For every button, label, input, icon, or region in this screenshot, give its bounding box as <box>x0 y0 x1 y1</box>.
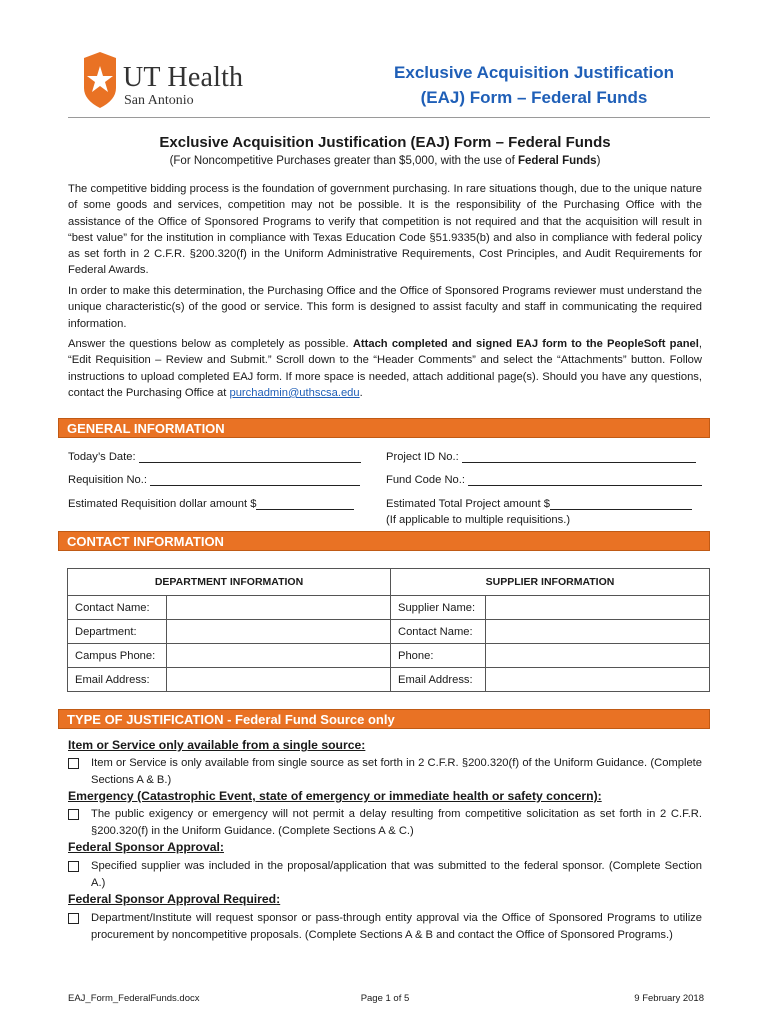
project-id-label: Project ID No.: <box>386 451 459 463</box>
single-source-heading: Item or Service only available from a single source: <box>68 738 366 752</box>
dept-department-label: Department: <box>68 620 167 644</box>
contact-table-header <box>68 569 710 596</box>
est-requisition-amount-field[interactable] <box>68 497 354 510</box>
approval-required-title: Federal Sponsor Approval Required <box>68 892 277 906</box>
emergency-heading: Emergency (Catastrophic Event, state of emergency or immediate health or safety concern): <box>68 789 602 803</box>
federal-sponsor-approval-heading <box>68 840 224 854</box>
ut-health-star-logo-icon <box>82 52 118 108</box>
supplier-phone-label: Phone: <box>391 644 486 668</box>
supplier-email-label: Email Address: <box>391 668 486 692</box>
purchasing-email-link[interactable]: purchadmin@uthscsa.edu <box>229 386 360 399</box>
subtitle-end: ) <box>596 155 601 167</box>
fund-code-label: Fund Code No.: <box>386 474 465 486</box>
table-row <box>68 596 710 620</box>
approval-required-colon: : <box>276 892 281 906</box>
est-project-amount-line[interactable] <box>550 497 692 510</box>
dept-contact-name-input[interactable] <box>166 596 390 620</box>
dept-email-label: Email Address: <box>68 668 167 692</box>
para3-bold: Attach completed and signed EAJ form to the PeopleSoft panel <box>352 338 699 350</box>
header-title-line2: (EAJ) Form – Federal Funds <box>420 88 648 107</box>
para3-text: Answer the questions below as completely as possible. <box>68 338 353 350</box>
supplier-contact-name-input[interactable] <box>486 620 710 644</box>
contact-table <box>67 568 710 692</box>
est-requisition-amount-label: Estimated Requisition dollar amount $ <box>68 498 257 510</box>
single-source-text: Item or Service is only available from single source as set forth in 2 C.F.R. §200.320(f) of the Uniform Guidance. (Complete Sections A & B.) <box>91 757 702 786</box>
fund-code-line[interactable] <box>468 473 702 486</box>
table-row <box>68 668 710 692</box>
logo-subtext: San Antonio <box>124 93 194 108</box>
supplier-name-label: Supplier Name: <box>391 596 486 620</box>
footer-page-number: Page 1 of 5 <box>360 993 410 1004</box>
dept-campus-phone-label: Campus Phone: <box>68 644 167 668</box>
emergency-checkbox[interactable] <box>68 809 79 820</box>
federal-sponsor-approval-checkbox[interactable] <box>68 861 79 872</box>
para3-end: . <box>359 386 363 399</box>
para3-rest: , “Edit Requisition – Review and Submit.” Scroll down to the “Header Comments” and select the “Attachments” button. Follow instructions to upload completed EAJ form. If more space is needed, attach additional page(s). Should you have any questions, contact the Purchasing Office at <box>68 338 702 399</box>
supplier-phone-input[interactable] <box>486 644 710 668</box>
contact-information-heading: CONTACT INFORMATION <box>58 531 710 551</box>
requisition-no-line[interactable] <box>150 473 360 486</box>
supplier-contact-name-label: Contact Name: <box>391 620 486 644</box>
single-source-checkbox[interactable] <box>68 758 79 769</box>
header-title-line1: Exclusive Acquisition Justification <box>394 63 674 82</box>
est-project-note: (If applicable to multiple requisitions.) <box>386 514 571 526</box>
fund-code-field[interactable] <box>386 473 702 486</box>
subtitle-text: (For Noncompetitive Purchases greater than $5,000, with the use of <box>169 155 518 167</box>
header-divider <box>68 117 710 118</box>
intro-paragraph-3 <box>68 336 702 401</box>
table-row <box>68 644 710 668</box>
footer-filename: EAJ_Form_FederalFunds.docx <box>68 993 200 1004</box>
intro-paragraph-1: The competitive bidding process is the foundation of government purchasing. In rare situations though, due to the unique nature of some goods and services, competition may not be possible. It is the responsibility of the Purchasing Office with the assistance of the Office of Sponsored Programs to verify that competition is not required and that the acquisition will result in “best value” for the institution in compliance with Texas Education Code §51.9335(b) and also in compliance with federal policy as set forth in 2 C.F.R. §200.320(f) in the Uniform Administrative Requirements, Cost Principles, and Audit Requirements for Federal Awards. <box>68 183 702 277</box>
dept-email-input[interactable] <box>166 668 390 692</box>
logo-wordmark: UT Health <box>123 62 244 93</box>
project-id-field[interactable] <box>386 450 696 463</box>
page-title: Exclusive Acquisition Justification (EAJ) Form – Federal Funds <box>159 134 611 151</box>
header-title <box>384 60 684 110</box>
requisition-no-label: Requisition No.: <box>68 474 147 486</box>
todays-date-line[interactable] <box>139 450 361 463</box>
est-project-amount-label: Estimated Total Project amount $ <box>386 498 550 510</box>
footer-date: 9 February 2018 <box>634 993 704 1004</box>
federal-sponsor-approval-colon: : <box>219 840 224 854</box>
federal-sponsor-approval-required-checkbox[interactable] <box>68 913 79 924</box>
todays-date-label: Today’s Date: <box>68 451 136 463</box>
general-information-heading: GENERAL INFORMATION <box>58 418 710 438</box>
supplier-email-input[interactable] <box>486 668 710 692</box>
dept-info-header: DEPARTMENT INFORMATION <box>68 569 391 596</box>
est-requisition-amount-line[interactable] <box>256 497 354 510</box>
supplier-name-input[interactable] <box>486 596 710 620</box>
federal-sponsor-approval-title: Federal Sponsor Approval <box>68 840 220 854</box>
supplier-info-header: SUPPLIER INFORMATION <box>391 569 710 596</box>
requisition-no-field[interactable] <box>68 473 360 486</box>
dept-department-input[interactable] <box>166 620 390 644</box>
dept-contact-name-label: Contact Name: <box>68 596 167 620</box>
todays-date-field[interactable] <box>68 450 361 463</box>
table-row <box>68 620 710 644</box>
federal-sponsor-approval-required-text: Department/Institute will request sponsor or pass-through entity approval via the Office of Sponsored Programs to utilize procurement by noncompetitive proposals. (Complete Sections A & B and contact the Office of Sponsored Programs.) <box>91 912 702 941</box>
dept-campus-phone-input[interactable] <box>166 644 390 668</box>
federal-sponsor-approval-text: Specified supplier was included in the proposal/application that was submitted to the federal sponsor. (Complete Section A.) <box>91 860 702 889</box>
subtitle-bold: Federal Funds <box>517 155 597 167</box>
page-subtitle <box>0 155 770 167</box>
est-project-amount-field[interactable] <box>386 497 692 510</box>
emergency-text: The public exigency or emergency will not permit a delay resulting from competitive solicitation as set forth in 2 C.F.R. §200.320(f) in the Uniform Guidance. (Complete Sections A & C.) <box>91 808 702 837</box>
federal-sponsor-approval-required-heading <box>68 892 280 906</box>
intro-paragraph-2: In order to make this determination, the Purchasing Office and the Office of Sponsored Programs reviewer must understand the unique characteristic(s) of the good or service. This form is designed to assist faculty and staff in communicating the required information. <box>68 285 702 330</box>
project-id-line[interactable] <box>462 450 696 463</box>
type-of-justification-heading: TYPE OF JUSTIFICATION - Federal Fund Source only <box>58 709 710 729</box>
